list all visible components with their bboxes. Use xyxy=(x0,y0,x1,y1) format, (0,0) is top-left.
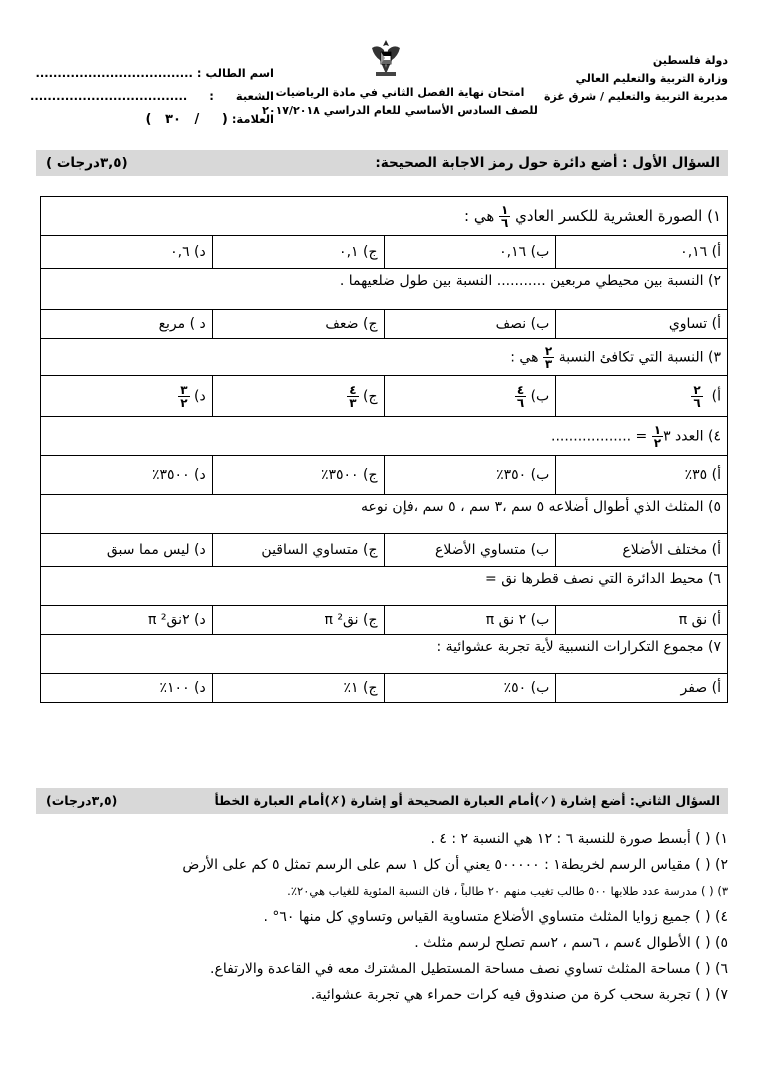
q1-item-1-fraction xyxy=(499,204,510,229)
exam-class-year: للصف السادس الأساسي للعام الدراسي ٢٠١٧/٢٠١٨ xyxy=(262,104,538,117)
student-name-label: اسم الطالب : xyxy=(196,66,274,80)
option-c[interactable] xyxy=(212,376,384,417)
student-name-field: .................................... xyxy=(35,66,193,80)
q2-item-3[interactable]: ٣) ( ) مدرسة عدد طلابها ٥٠٠ طالب تغيب منهم ٢٠ طالباً ، فان النسبة المئوية للغياب هي٢٠٪. xyxy=(287,884,728,898)
q1-item-3-options xyxy=(41,376,728,417)
option-d[interactable]: د) ٠,٦ xyxy=(41,236,213,269)
option-a[interactable]: أ) ٣٥٪ xyxy=(556,456,728,495)
option-fraction xyxy=(178,384,189,409)
fraction-denominator: ٣ xyxy=(544,356,553,371)
q1-item-6-options xyxy=(41,606,728,635)
student-name-row xyxy=(35,62,274,85)
option-fraction xyxy=(347,384,358,409)
header-directorate: مديرية التربية والتعليم / شرق غزة xyxy=(543,90,728,103)
fraction-denominator: ٢ xyxy=(180,395,188,410)
fraction-numerator: ٤ xyxy=(349,382,357,397)
option-c[interactable]: ج) ضعف xyxy=(212,310,384,339)
section-row xyxy=(29,85,274,108)
q1-item-1-text-end: هي : xyxy=(464,206,495,225)
fraction-numerator: ٢ xyxy=(693,382,701,397)
option-letter: ج) xyxy=(363,388,378,404)
section-label: الشعبة xyxy=(235,89,274,103)
q1-item-3-text: ٣) النسبة التي تكافئ النسبة xyxy=(558,349,721,365)
option-d[interactable]: د) ٢نق² π xyxy=(41,606,213,635)
q1-item-3-fraction xyxy=(543,345,554,370)
q1-item-5-question-row xyxy=(41,495,728,534)
option-letter: ب) xyxy=(530,388,550,404)
question-1-title: السؤال الأول : أضع دائرة حول رمز الاجابة الصحيحة: xyxy=(375,155,720,171)
option-c[interactable]: ج) نق² π xyxy=(212,606,384,635)
fraction-numerator: ٣ xyxy=(180,382,188,397)
fraction-numerator: ٤ xyxy=(516,382,525,397)
option-d[interactable]: د) ٣٥٠٠٪ xyxy=(41,456,213,495)
q2-item-6[interactable]: ٦) ( ) مساحة المثلث تساوي نصف مساحة المستطيل المشترك معه في القاعدة والارتفاع. xyxy=(210,961,728,977)
q1-item-5-options xyxy=(41,534,728,567)
option-fraction xyxy=(691,384,702,409)
option-d[interactable]: د ) مربع xyxy=(41,310,213,339)
q2-item-7[interactable]: ٧) ( ) تجربة سحب كرة من صندوق فيه كرات حمراء هي تجربة عشوائية. xyxy=(310,987,728,1003)
question-2-marks: (٣,٥درجات) xyxy=(46,793,118,808)
option-a[interactable]: أ) صفر xyxy=(556,674,728,703)
option-a[interactable]: أ) نق π xyxy=(556,606,728,635)
student-info-block xyxy=(29,62,274,131)
fraction-denominator: ٢ xyxy=(653,435,662,450)
option-d[interactable]: د) ليس مما سبق xyxy=(41,534,213,567)
q1-item-4-fraction xyxy=(652,424,663,449)
q1-item-4-question xyxy=(41,417,728,456)
header-ministry: وزارة التربية والتعليم العالي xyxy=(575,72,728,85)
option-b[interactable]: ب) ٠,١٦ xyxy=(384,236,556,269)
question-2-title: السؤال الثاني: أضع إشارة (✓)أمام العبارة الصحيحة أو إشارة (✗)أمام العبارة الخطأ xyxy=(214,793,720,808)
option-b[interactable] xyxy=(384,376,556,417)
palestine-emblem-icon xyxy=(368,38,404,78)
q1-item-1-question-row xyxy=(41,197,728,236)
option-c[interactable]: ج) ١٪ xyxy=(212,674,384,703)
option-letter: د) xyxy=(194,388,206,404)
question-1-header xyxy=(36,150,728,176)
q1-item-1-options xyxy=(41,236,728,269)
header-country: دولة فلسطين xyxy=(652,54,728,67)
option-c[interactable]: ج) متساوي الساقين xyxy=(212,534,384,567)
q1-item-2-question: ٢) النسبة بين محيطي مربعين ........... النسبة بين طول ضلعيهما . xyxy=(41,269,728,310)
fraction-denominator: ٦ xyxy=(693,395,701,410)
q2-item-4[interactable]: ٤) ( ) جميع زوايا المثلث متساوي الأضلاع متساوية القياس وتساوي كل منها ٦٠° . xyxy=(263,909,728,925)
q2-item-1[interactable]: ١) ( ) أبسط صورة للنسبة ٦ : ١٢ هي النسبة ٢ : ٤ . xyxy=(430,831,728,847)
option-b[interactable]: ب) متساوي الأضلاع xyxy=(384,534,556,567)
q1-item-3-question xyxy=(41,339,728,376)
fraction-denominator: ٦ xyxy=(516,395,525,410)
q1-item-6-question: ٦) محيط الدائرة التي نصف قطرها نق = xyxy=(41,567,728,606)
header-ministry-block xyxy=(544,52,728,106)
option-letter: أ) xyxy=(711,388,721,404)
question-1-table xyxy=(40,196,728,703)
grade-row xyxy=(54,108,274,131)
fraction-numerator: ٢ xyxy=(544,343,553,358)
fraction-numerator: ١ xyxy=(653,422,662,437)
exam-title: امتحان نهاية الفصل الثاني في مادة الرياضيات xyxy=(275,86,525,99)
option-a[interactable]: أ) ٠,١٦ xyxy=(556,236,728,269)
question-1-marks: (٣,٥درجات ) xyxy=(46,155,128,171)
q1-item-3-text-end: هي : xyxy=(510,349,539,365)
q1-item-5-question: ٥) المثلث الذي أطوال أضلاعه ٥ سم ،٣ سم ، ٥ سم ،فإن نوعه xyxy=(41,495,728,534)
q1-item-7-options xyxy=(41,674,728,703)
option-a[interactable]: أ) تساوي xyxy=(556,310,728,339)
option-a[interactable] xyxy=(556,376,728,417)
section-colon: : xyxy=(209,89,214,103)
q1-item-7-question-row xyxy=(41,635,728,674)
header-exam-block xyxy=(250,84,550,120)
fraction-denominator: ٣ xyxy=(349,395,357,410)
q1-item-7-question: ٧) مجموع التكرارات النسبية لأية تجربة عشوائية : xyxy=(41,635,728,674)
q1-item-4-options xyxy=(41,456,728,495)
option-a[interactable]: أ) مختلف الأضلاع xyxy=(556,534,728,567)
q1-item-3-question-row xyxy=(41,339,728,376)
option-b[interactable]: ب) ٢ نق π xyxy=(384,606,556,635)
option-b[interactable]: ب) ٣٥٠٪ xyxy=(384,456,556,495)
q2-item-2[interactable]: ٢) ( ) مقياس الرسم لخريطة١ : ٥٠٠٠٠٠ يعني أن كل ١ سم على الرسم تمثل ٥ كم على الأرض xyxy=(182,857,728,873)
q1-item-2-question-row xyxy=(41,269,728,310)
q1-item-4-text-end: = .................. xyxy=(551,428,648,444)
grade-label: العلامة: xyxy=(231,112,274,126)
grade-value: ( / ٣٠ ) xyxy=(145,112,228,127)
question-2-list xyxy=(38,826,728,1008)
option-c[interactable]: ج) ٣٥٠٠٪ xyxy=(212,456,384,495)
option-fraction xyxy=(515,384,526,409)
fraction-numerator: ١ xyxy=(501,202,509,217)
q1-item-1-question xyxy=(41,197,728,236)
option-d[interactable]: د) ١٠٠٪ xyxy=(41,674,213,703)
option-d[interactable] xyxy=(41,376,213,417)
q1-item-4-text: ٤) العدد ٣ xyxy=(663,428,721,444)
q1-item-1-text: ١) الصورة العشرية للكسر العادي xyxy=(515,206,721,225)
q2-item-5[interactable]: ٥) ( ) الأطوال ٤سم ، ٦سم ، ٢سم تصلح لرسم مثلث . xyxy=(414,935,728,951)
question-2-header xyxy=(36,788,728,814)
option-c[interactable]: ج) ٠,١ xyxy=(212,236,384,269)
fraction-denominator: ٦ xyxy=(501,215,509,230)
q1-item-4-question-row xyxy=(41,417,728,456)
option-b[interactable]: ب) ٥٠٪ xyxy=(384,674,556,703)
section-field: .................................... xyxy=(29,89,188,103)
option-b[interactable]: ب) نصف xyxy=(384,310,556,339)
q1-item-6-question-row xyxy=(41,567,728,606)
q1-item-2-options xyxy=(41,310,728,339)
